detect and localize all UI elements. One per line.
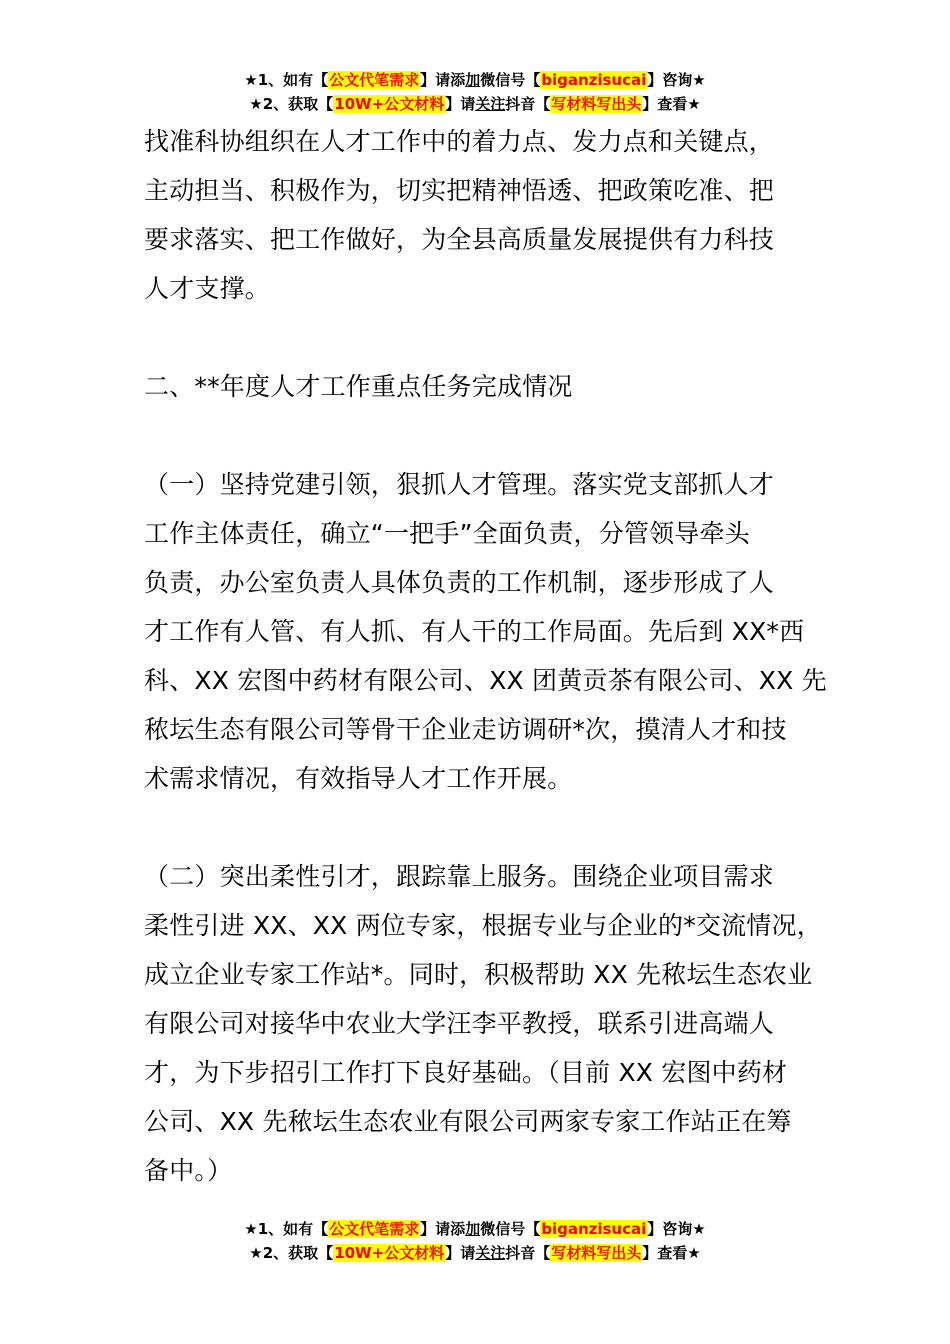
promo-banner-top [0,68,950,116]
promo-banner-bottom [0,1217,950,1265]
document-body [144,117,827,1195]
promo-douyin-account: 写材料写出头 [551,1244,642,1262]
promo-wechat-id: biganzisucai [541,1220,647,1238]
promo-highlight: 公文代笔需求 [329,1220,420,1238]
promo-line-2: ★2、获取【10W+公文材料】请关注抖音【写材料写出头】查看★ [249,95,701,113]
paragraph-flexible-talent: （二）突出柔性引才，跟踪靠上服务。围绕企业项目需求 柔性引进 XX、XX 两位专家，根据专业与企业的*交流情况， 成立企业专家工作站*。同时，积极帮助 XX 先秾坛生态农业 有限公司对接华中农业大学汪李平教授，联系引进高端人 才，为下步招引工作打下良好基础。（目前 XX 宏图中药材 公司、XX 先秾坛生态农业有限公司两家专家工作站正在筹 备中。） [144,862,822,1185]
promo-highlight: 10W+公文材料 [334,1244,445,1262]
promo-douyin-account: 写材料写出头 [551,95,642,113]
section-heading: 二、**年度人才工作重点任务完成情况 [144,372,573,401]
promo-line-1: ★1、如有【公文代笔需求】请添加微信号【biganzisucai】咨询★ [244,71,706,89]
promo-highlight: 10W+公文材料 [334,95,445,113]
promo-line-2: ★2、获取【10W+公文材料】请关注抖音【写材料写出头】查看★ [249,1244,701,1262]
promo-line-1: ★1、如有【公文代笔需求】请添加微信号【biganzisucai】咨询★ [244,1220,706,1238]
promo-wechat-id: biganzisucai [541,71,647,89]
paragraph-intro-continuation: 找准科协组织在人才工作中的着力点、发力点和关键点， 主动担当、积极作为，切实把精神悟透、把政策吃准、把 要求落实、把工作做好，为全县高质量发展提供有力科技 人才支撑。 [144,127,775,303]
paragraph-party-building: （一）坚持党建引领，狠抓人才管理。落实党支部抓人才 工作主体责任，确立“一把手”全面负责，分管领导牵头 负责，办公室负责人具体负责的工作机制，逐步形成了人 才工作有人管、有人抓、有人干的工作局面。先后到 XX*西 科、XX 宏图中药材有限公司、XX 团黄贡茶有限公司、XX 先 秾坛生态有限公司等骨干企业走访调研*次，摸清人才和技 术需求情况，有效指导人才工作开展。 [144,470,827,793]
promo-highlight: 公文代笔需求 [329,71,420,89]
